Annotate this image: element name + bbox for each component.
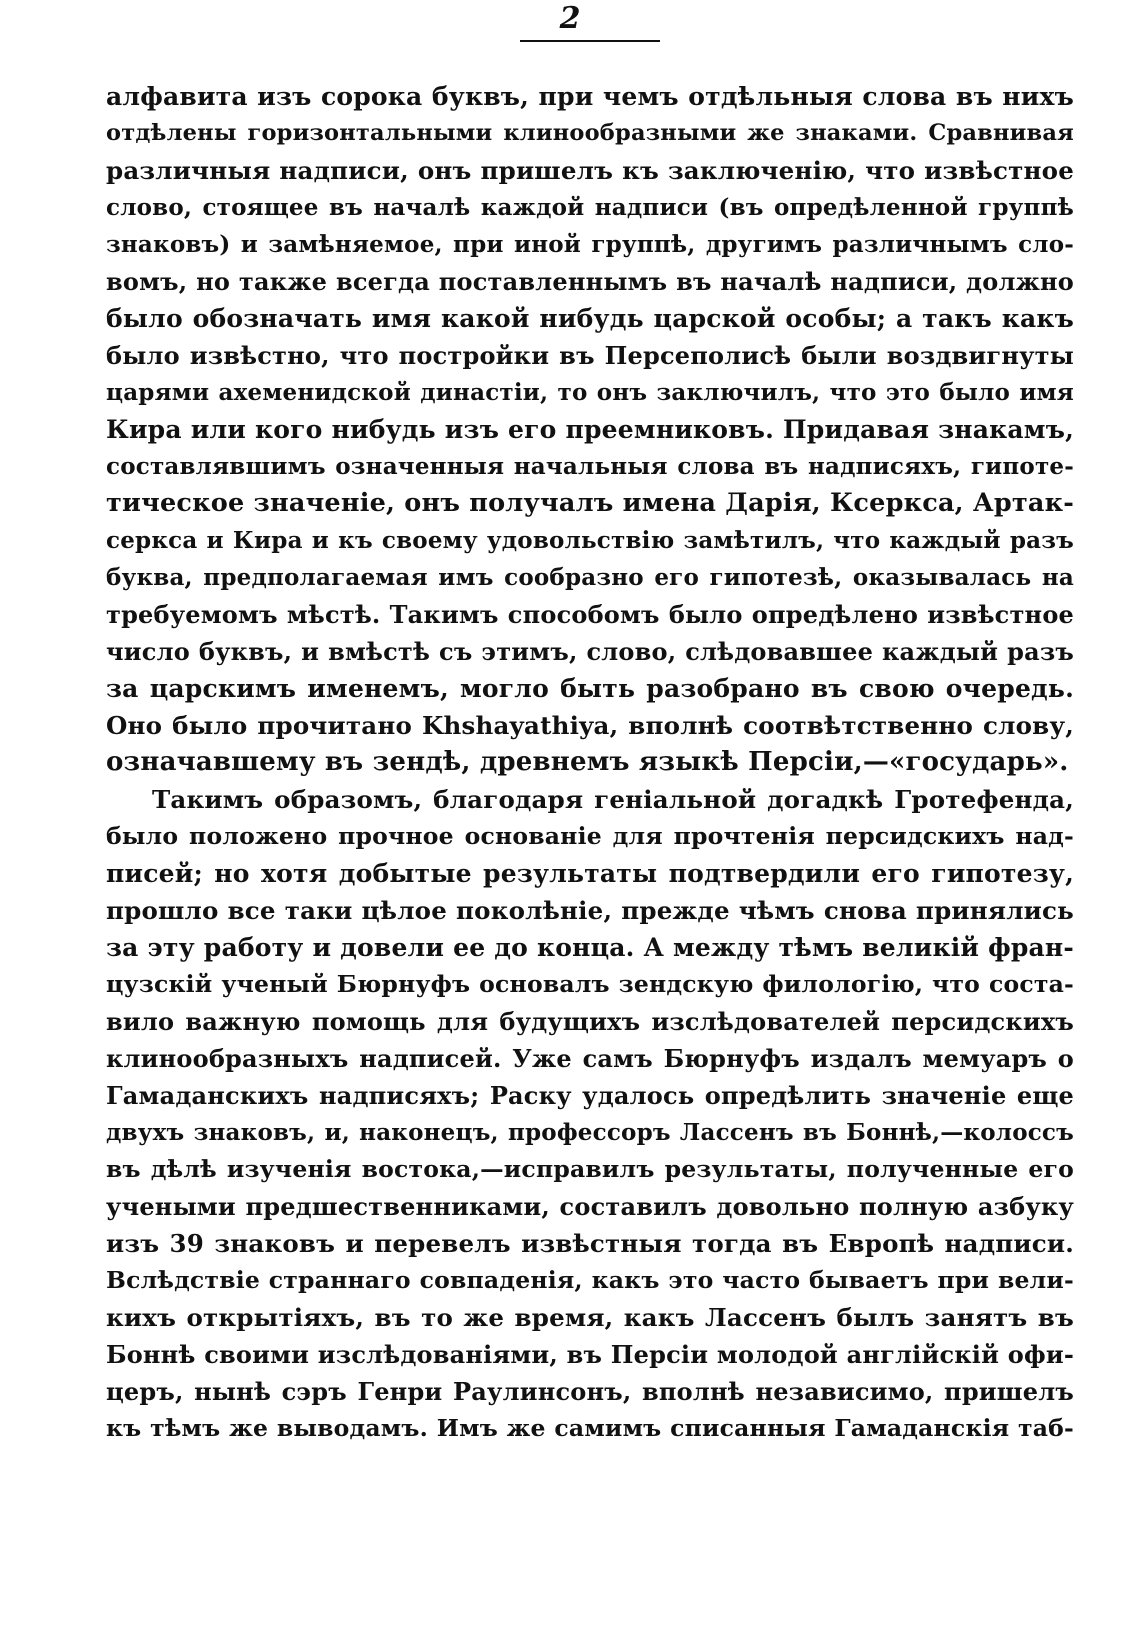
text-line: слово, стоящее въ началѣ каждой надписи (въ опредѣленной группѣ [106,194,1074,221]
text-line: было извѣстно, что постройки въ Персеполисѣ были воздвигнуты [106,341,1074,370]
text-line: алфавита изъ сорока буквъ, при чемъ отдѣльныя слова въ нихъ [106,82,1074,111]
text-line: изъ 39 знаковъ и перевелъ извѣстныя тогда въ Европѣ надписи. [106,1229,1074,1258]
text-line: Такимъ образомъ, благодаря геніальной догадкѣ Гротефенда, [152,785,1074,814]
text-line: вомъ, но также всегда поставленнымъ въ началѣ надписи, должно [106,267,1074,296]
body-text [106,78,1074,1447]
text-line: царями ахеменидской династіи, то онъ заключилъ, что это было имя [106,379,1074,406]
text-line: прошло все таки цѣлое поколѣніе, прежде чѣмъ снова принялись [106,896,1074,925]
text-line: Боннѣ своими изслѣдованіями, въ Персіи молодой англійскій офи- [106,1340,1074,1369]
header-rule [520,40,660,42]
text-line: кихъ открытіяхъ, въ то же время, какъ Лассенъ былъ занятъ въ [106,1303,1074,1332]
text-line: цузскій ученый Бюрнуфъ основалъ зендскую филологію, что соста- [106,970,1074,998]
text-line: отдѣлены горизонтальными клинообразными же знаками. Сравнивая [106,120,1074,146]
text-line: за эту работу и довели ее до конца. А между тѣмъ великій фран- [106,933,1074,962]
text-line: различныя надписи, онъ пришелъ къ заключенію, что извѣстное [106,156,1074,185]
paragraph-2 [106,781,1074,1447]
text-line: знаковъ) и замѣняемое, при иной группѣ, другимъ различнымъ сло- [106,231,1074,258]
text-line: означавшему въ зендѣ, древнемъ языкѣ Персіи,—«государь». [106,747,1069,777]
page-number: 2 [559,1,581,36]
text-line: тическое значеніе, онъ получалъ имена Дарія, Ксеркса, Артак- [106,488,1074,518]
text-line: было положено прочное основаніе для прочтенія персидскихъ над- [106,822,1074,850]
text-line: серкса и Кира и къ своему удовольствію замѣтилъ, что каждый разъ [106,527,1074,554]
text-line: число буквъ, и вмѣстѣ съ этимъ, слово, слѣдовавшее каждый разъ [106,637,1074,666]
text-line: къ тѣмъ же выводамъ. Имъ же самимъ списанныя Гамаданскія таб- [106,1414,1074,1442]
text-line: Гамаданскихъ надписяхъ; Раску удалось опредѣлить значеніе еще [106,1081,1074,1110]
text-line: за царскимъ именемъ, могло быть разобрано въ свою очередь. [106,674,1074,703]
text-line: было обозначать имя какой нибудь царской особы; а такъ какъ [106,304,1074,333]
text-line: учеными предшественниками, составилъ довольно полную азбуку [106,1192,1074,1221]
text-line: Оно было прочитано Khshayathiya, вполнѣ соотвѣтственно слову, [106,711,1074,740]
text-line: требуемомъ мѣстѣ. Такимъ способомъ было опредѣлено извѣстное [106,600,1074,629]
text-line: Вслѣдствіе страннаго совпаденія, какъ это часто бываетъ при вели- [106,1266,1074,1294]
text-line: Кира или кого нибудь изъ его преемниковъ. Придавая знакамъ, [106,415,1074,444]
text-line: составлявшимъ означенныя начальныя слова въ надписяхъ, гипоте- [106,453,1074,480]
text-line: въ дѣлѣ изученія востока,—исправилъ результаты, полученные его [106,1155,1074,1183]
paragraph-1 [106,78,1074,781]
text-line: вило важную помощь для будущихъ изслѣдователей персидскихъ [106,1007,1074,1036]
text-line: буква, предполагаемая имъ сообразно его гипотезѣ, оказывалась на [106,564,1074,591]
text-line: писей; но хотя добытые результаты подтвердили его гипотезу, [106,859,1074,888]
text-line: клинообразныхъ надписей. Уже самъ Бюрнуфъ издалъ мемуаръ о [106,1044,1074,1073]
text-line: церъ, нынѣ сэръ Генри Раулинсонъ, вполнѣ независимо, пришелъ [106,1377,1074,1406]
text-line: двухъ знаковъ, и, наконецъ, профессоръ Лассенъ въ Боннѣ,—колоссъ [106,1119,1074,1146]
